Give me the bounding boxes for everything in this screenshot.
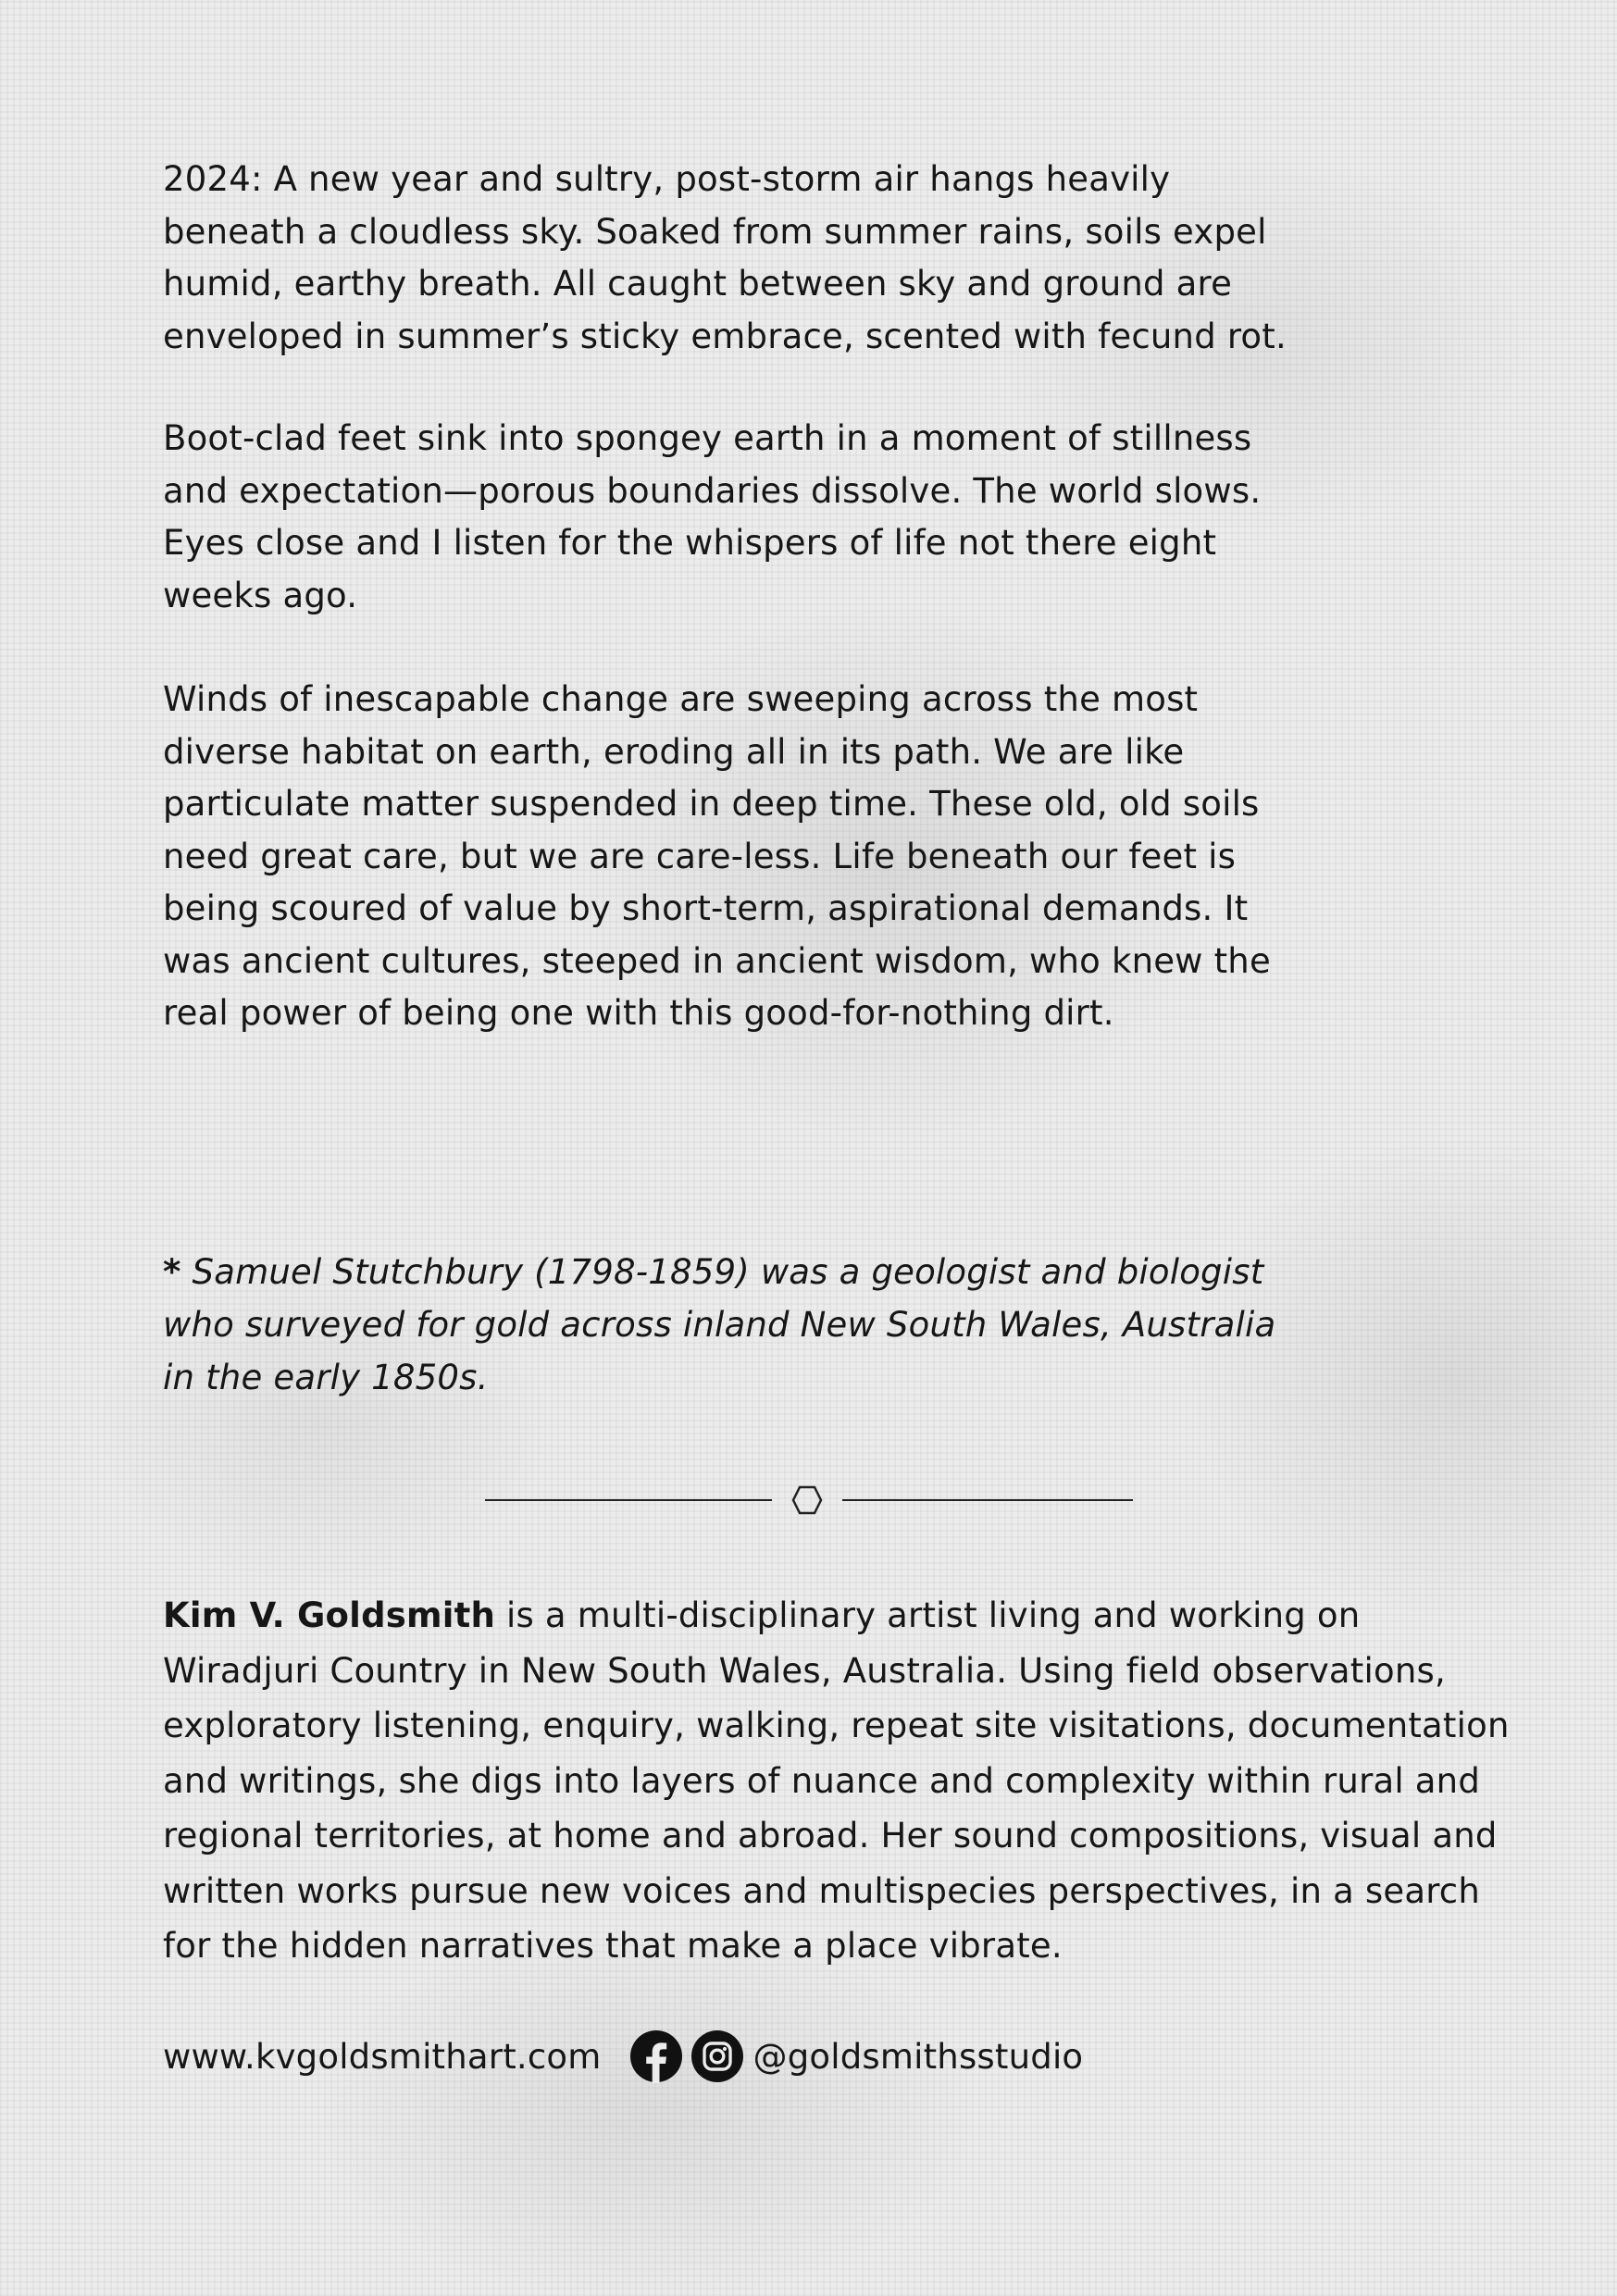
website-link[interactable]: www.kvgoldsmithart.com	[163, 2036, 602, 2077]
instagram-icon[interactable]	[690, 2029, 744, 2083]
hexagon-icon	[791, 1484, 823, 1516]
divider-line-right	[842, 1499, 1133, 1501]
footnote-text: Samuel Stutchbury (1798-1859) was a geologist and biologist who surveyed for gold across inland New South Wales, Australia in the early 1850s.	[163, 1252, 1276, 1397]
footnote	[163, 1246, 1477, 1404]
paragraph-2: Boot-clad feet sink into spongey earth in a moment of stillness and expectation—porous boundaries dissolve. The world slows. Eyes close and I listen for the whispers of life not there eight weeks ago.	[163, 418, 1262, 615]
divider-line-left	[485, 1499, 772, 1501]
bio-text: is a multi-disciplinary artist living and working on Wiradjuri Country in New South Wales, Australia. Using field observations, exploratory listening, enquiry, walking, repeat site visitations, documentation and writings, she digs into layers of nuance and complexity within rural and regional territories, at home and abroad. Her sound compositions, visual and written works pursue new voices and multispecies perspectives, in a search for the hidden narratives that make a place vibrate.	[163, 1595, 1510, 1966]
section-divider	[485, 1484, 1133, 1516]
facebook-icon[interactable]	[629, 2029, 683, 2083]
artist-bio	[163, 1588, 1514, 1974]
social-handle[interactable]: @goldsmithsstudio	[753, 2036, 1084, 2077]
footnote-marker: *	[163, 1252, 181, 1292]
paragraph-1: 2024: A new year and sultry, post-storm air hangs heavily beneath a cloudless sky. Soaked from summer rains, soils expel humid, earthy breath. All caught between sky and ground are enveloped in summer’s sticky embrace, scented with fecund rot.	[163, 159, 1287, 356]
artist-name: Kim V. Goldsmith	[163, 1595, 496, 1635]
contact-line	[163, 2029, 1083, 2084]
paragraph-3: Winds of inescapable change are sweeping across the most diverse habitat on earth, eroding all in its path. We are like particulate matter suspended in deep time. These old, old soils need great care, but we are care-less. Life beneath our feet is being scoured of value by short-term, aspirational demands. It was ancient cultures, steeped in ancient wisdom, who knew the real power of being one with this good-for-nothing dirt.	[163, 679, 1271, 1033]
